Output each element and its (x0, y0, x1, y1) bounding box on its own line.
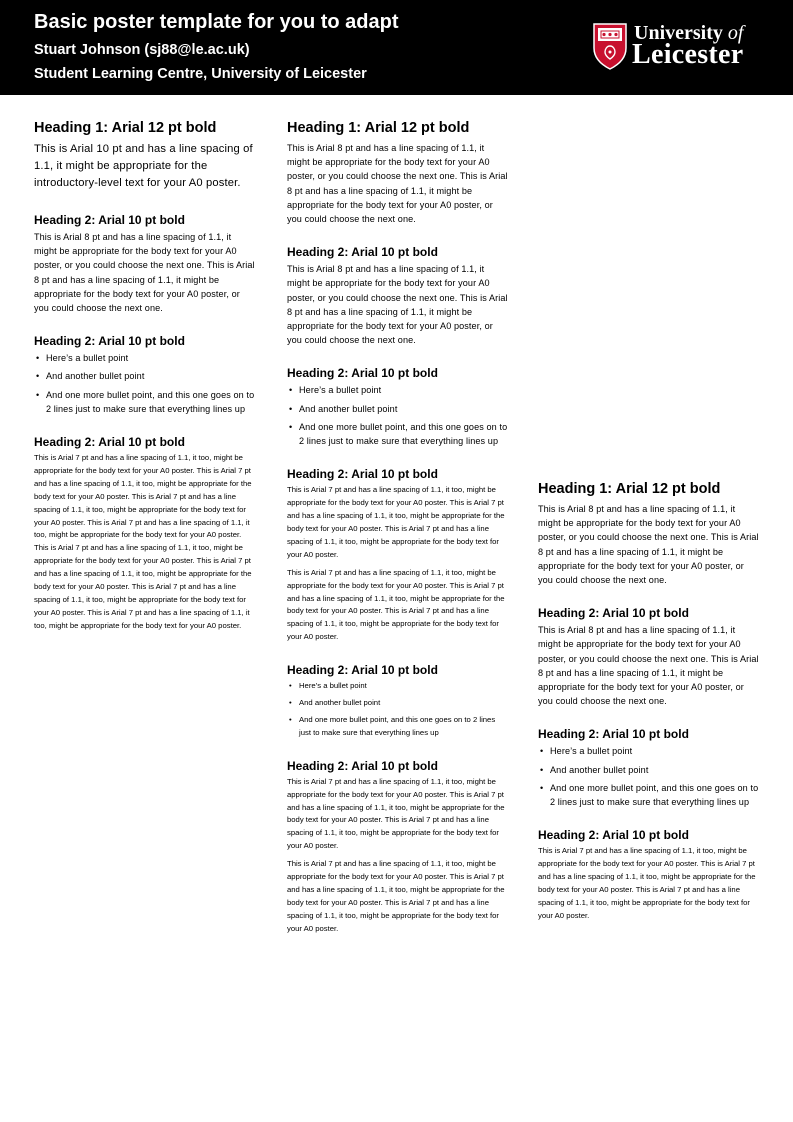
crest-icon (592, 22, 628, 70)
list-item: • And one more bullet point, and this one goes on to 2 lines just to make sure that everything lines up (287, 714, 509, 740)
logo-wordmark-leicester: Leicester (632, 39, 744, 70)
list-item: • Here’s a bullet point (538, 744, 760, 758)
section-small-bullets (287, 663, 509, 740)
heading-2: Heading 2: Arial 10 pt bold (538, 828, 689, 843)
body-text: This is Arial 8 pt and has a line spacing of 1.1, it might be appropriate for the body text for your A0 poster, or you could choose the next one. This is Arial 8 pt and has a line spacing of 1.1, it might be appropriate for the body text for your A0 poster, or you could choose the next one. (287, 264, 508, 346)
poster-header (0, 0, 793, 95)
list-item: • Here’s a bullet point (287, 383, 509, 397)
heading-2: Heading 2: Arial 10 pt bold (34, 435, 185, 450)
list-item: • Here’s a bullet point (287, 680, 509, 693)
bullet-list (287, 680, 509, 740)
body-text: This is Arial 8 pt and has a line spacing of 1.1, it might be appropriate for the body text for your A0 poster, or you could choose the next one. This is Arial 8 pt and has a line spacing of 1.1, it might be appropriate for the body text for your A0 poster, or you could choose the next one. (34, 232, 255, 314)
heading-2: Heading 2: Arial 10 pt bold (287, 663, 438, 678)
heading-2: Heading 2: Arial 10 pt bold (538, 727, 689, 742)
list-item: • And another bullet point (287, 697, 509, 710)
list-item: • And another bullet point (287, 402, 509, 416)
bullet-list (538, 744, 760, 809)
section-small-text (287, 759, 509, 936)
section-small-text (34, 435, 256, 633)
heading-1: Heading 1: Arial 12 pt bold (34, 120, 217, 136)
heading-2: Heading 2: Arial 10 pt bold (287, 245, 438, 260)
bullet-list (287, 383, 509, 448)
poster-institution: Student Learning Centre, University of Leicester (34, 66, 367, 82)
small-body-text: This is Arial 7 pt and has a line spacing of 1.1, it too, might be appropriate for the body text for your A0 poster. This is Arial 7 pt and has a line spacing of 1.1, it too, might be appropriate for the body text for your A0 poster. This is Arial 7 pt and has a line spacing of 1.1, it too, might be appropriate for the body text for your A0 poster. (538, 846, 756, 920)
small-body-text: This is Arial 7 pt and has a line spacing of 1.1, it too, might be appropriate for the body text for your A0 poster. This is Arial 7 pt and has a line spacing of 1.1, it too, might be appropriate for the body text for your A0 poster. This is Arial 7 pt and has a line spacing of 1.1, it too, might be appropriate for the body text for your A0 poster. (287, 567, 505, 642)
section-intro (34, 120, 256, 192)
heading-2: Heading 2: Arial 10 pt bold (287, 366, 438, 381)
body-text: This is Arial 8 pt and has a line spacing of 1.1, it might be appropriate for the body text for your A0 poster, or you could choose the next one. This is Arial 8 pt and has a line spacing of 1.1, it might be appropriate for the body text for your A0 poster, or you could choose the next one. (538, 504, 759, 586)
heading-2: Heading 2: Arial 10 pt bold (287, 467, 438, 482)
list-item: • And another bullet point (34, 369, 256, 383)
section-small-text (287, 467, 509, 644)
small-body-text: This is Arial 7 pt and has a line spacing of 1.1, it too, might be appropriate for the body text for your A0 poster. This is Arial 7 pt and has a line spacing of 1.1, it too, might be appropriate for the body text for your A0 poster. This is Arial 7 pt and has a line spacing of 1.1, it too, might be appropriate for the body text for your A0 poster. This is Arial 7 pt and has a line spacing of 1.1, it too, might be appropriate for the body text for your A0 poster. This is Arial 7 pt and has a line spacing of 1.1, it too, might be appropriate for the body text for your A0 poster. This is Arial 7 pt and has a line spacing of 1.1, it too, might be appropriate for the body text for your A0 poster. This is Arial 7 pt and has a line spacing of 1.1, it too, might be appropriate for the body text for your A0 poster. This is Arial 7 pt and has a line spacing of 1.1, it too, might be appropriate for the body text for your A0 poster. (34, 453, 252, 630)
column-right (538, 481, 760, 942)
poster-author: Stuart Johnson (sj88@le.ac.uk) (34, 42, 250, 58)
section-small-text (538, 828, 760, 922)
section-main (538, 481, 760, 587)
list-item: • Here’s a bullet point (34, 351, 256, 365)
body-text: This is Arial 8 pt and has a line spacing of 1.1, it might be appropriate for the body text for your A0 poster, or you could choose the next one. This is Arial 8 pt and has a line spacing of 1.1, it might be appropriate for the body text for your A0 poster, or you could choose the next one. (538, 625, 759, 707)
section-body (34, 213, 256, 315)
heading-2: Heading 2: Arial 10 pt bold (34, 334, 185, 349)
intro-text: This is Arial 10 pt and has a line spacing of 1.1, it might be appropriate for the introductory-level text for your A0 poster. (34, 143, 253, 189)
heading-2: Heading 2: Arial 10 pt bold (34, 213, 185, 227)
list-item: • And another bullet point (538, 763, 760, 777)
body-text: This is Arial 8 pt and has a line spacing of 1.1, it might be appropriate for the body text for your A0 poster, or you could choose the next one. This is Arial 8 pt and has a line spacing of 1.1, it might be appropriate for the body text for your A0 poster, or you could choose the next one. (287, 143, 508, 225)
section-body (287, 245, 509, 347)
small-body-text: This is Arial 7 pt and has a line spacing of 1.1, it too, might be appropriate for the body text for your A0 poster. This is Arial 7 pt and has a line spacing of 1.1, it too, might be appropriate for the body text for your A0 poster. This is Arial 7 pt and has a line spacing of 1.1, it too, might be appropriate for the body text for your A0 poster. (287, 776, 505, 851)
list-item: • And one more bullet point, and this one goes on to 2 lines just to make sure that everything lines up (34, 388, 256, 416)
list-item: • And one more bullet point, and this one goes on to 2 lines just to make sure that everything lines up (538, 781, 760, 809)
heading-2: Heading 2: Arial 10 pt bold (538, 606, 689, 621)
column-middle (287, 120, 509, 955)
section-bullets (34, 334, 256, 416)
section-main (287, 120, 509, 226)
poster-title: Basic poster template for you to adapt (34, 11, 399, 33)
heading-1: Heading 1: Arial 12 pt bold (287, 120, 470, 136)
heading-1: Heading 1: Arial 12 pt bold (538, 481, 721, 497)
section-bullets (538, 727, 760, 809)
list-item: • And one more bullet point, and this one goes on to 2 lines just to make sure that everything lines up (287, 420, 509, 448)
section-bullets (287, 366, 509, 448)
section-body (538, 606, 760, 708)
heading-2: Heading 2: Arial 10 pt bold (287, 758, 438, 773)
small-body-text: This is Arial 7 pt and has a line spacing of 1.1, it too, might be appropriate for the body text for your A0 poster. This is Arial 7 pt and has a line spacing of 1.1, it too, might be appropriate for the body text for your A0 poster. This is Arial 7 pt and has a line spacing of 1.1, it too, might be appropriate for the body text for your A0 poster. (287, 485, 505, 559)
small-body-text: This is Arial 7 pt and has a line spacing of 1.1, it too, might be appropriate for the body text for your A0 poster. This is Arial 7 pt and has a line spacing of 1.1, it too, might be appropriate for the body text for your A0 poster. This is Arial 7 pt and has a line spacing of 1.1, it too, might be appropriate for the body text for your A0 poster. (287, 859, 505, 933)
logo-wordmark-university: University of (634, 22, 744, 44)
university-logo (592, 22, 772, 74)
column-left (34, 120, 256, 652)
bullet-list (34, 351, 256, 416)
